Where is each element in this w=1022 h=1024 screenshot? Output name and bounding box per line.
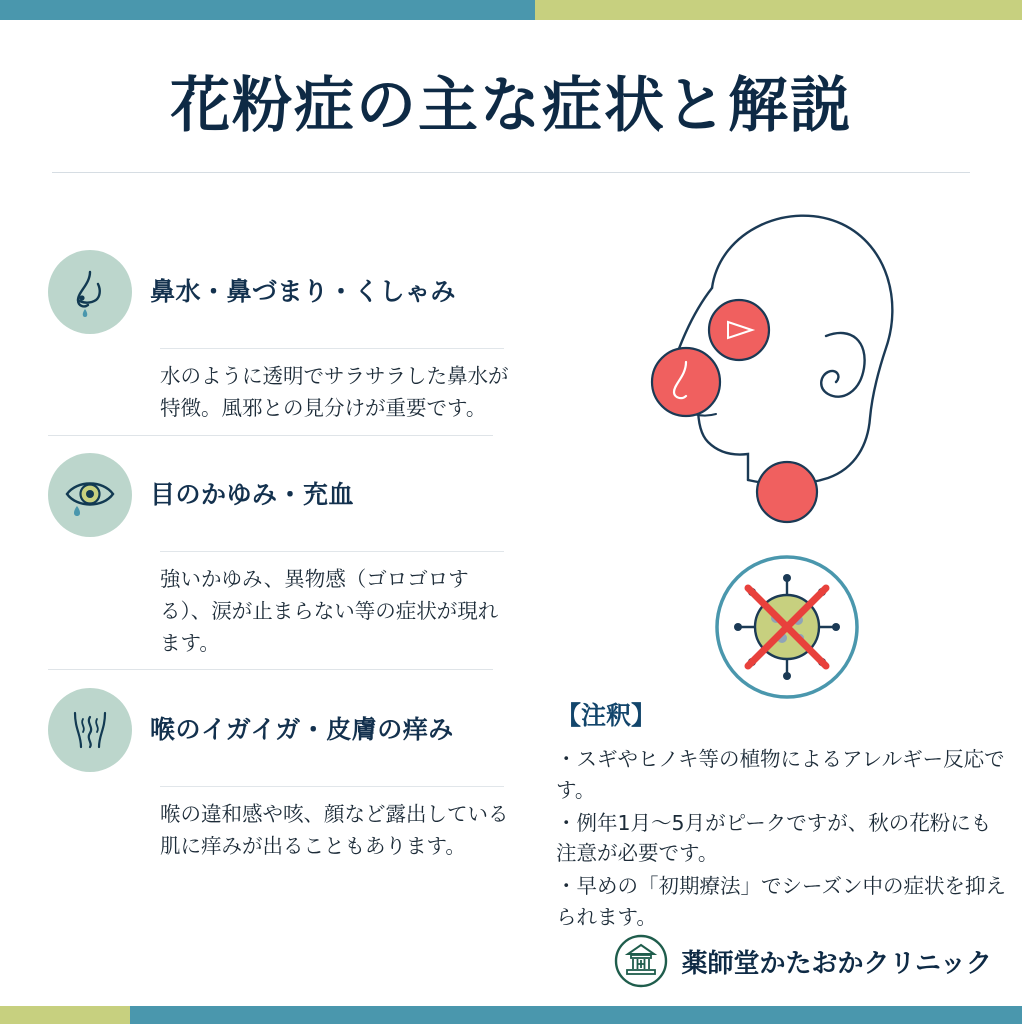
- notes-block: [556, 696, 1008, 935]
- side-profile-head-icon: [620, 190, 940, 540]
- bottom-bar-olive-segment: [0, 1006, 130, 1024]
- symptom-title: 喉のイガイガ・皮膚の痒み: [150, 715, 454, 745]
- symptom-header: [48, 688, 518, 772]
- symptom-description: 水のように透明でサラサラした鼻水が特徴。風邪との見分けが重要です。: [160, 364, 509, 420]
- symptom-divider: [48, 435, 493, 436]
- top-bar-olive-segment: [535, 0, 1022, 20]
- symptom-title: 目のかゆみ・充血: [150, 480, 355, 509]
- page-title: 花粉症の主な症状と解説: [170, 71, 852, 141]
- symptom-description: 喉の違和感や咳、顔など露出している肌に痒みが出ることもあります。: [160, 802, 509, 859]
- eye-tear-icon: [48, 453, 132, 537]
- clinic-building-logo-icon: [614, 934, 668, 988]
- symptom-title-underline: [160, 551, 504, 552]
- symptom-item-eye: [48, 453, 518, 670]
- symptom-header: [48, 250, 518, 334]
- bottom-color-bar: [0, 1006, 1022, 1024]
- clinic-name: 薬師堂かたおかクリニック: [681, 948, 992, 979]
- symptom-divider: [48, 669, 493, 670]
- symptom-item-throat: [48, 688, 518, 883]
- symptom-header: [48, 453, 518, 537]
- symptom-description: 強いかゆみ、異物感（ゴロゴロする）、涙が止まらない等の症状が現れます。: [160, 567, 499, 655]
- top-bar-teal-segment: [0, 0, 535, 20]
- virus-blocked-icon: [712, 552, 862, 702]
- note-line: ・スギやヒノキ等の植物によるアレルギー反応です。: [556, 747, 1005, 802]
- nose-drip-icon: [48, 250, 132, 334]
- note-line: ・例年1月〜5月がピークですが、秋の花粉にも注意が必要です。: [556, 810, 992, 866]
- symptom-item-nose: [48, 250, 518, 445]
- bottom-bar-teal-segment: [130, 1006, 1022, 1024]
- note-line: ・早めの「初期療法」でシーズン中の症状を抑えられます。: [556, 874, 1006, 929]
- title-divider: [52, 172, 970, 173]
- symptom-title: 鼻水・鼻づまり・くしゃみ: [150, 277, 457, 306]
- symptom-title-underline: [160, 786, 504, 787]
- symptom-list: [48, 250, 518, 883]
- throat-itch-icon: [48, 688, 132, 772]
- clinic-footer: [614, 934, 992, 988]
- symptom-title-underline: [160, 348, 504, 349]
- notes-title: 【注釈】: [556, 701, 657, 730]
- top-color-bar: [0, 0, 1022, 20]
